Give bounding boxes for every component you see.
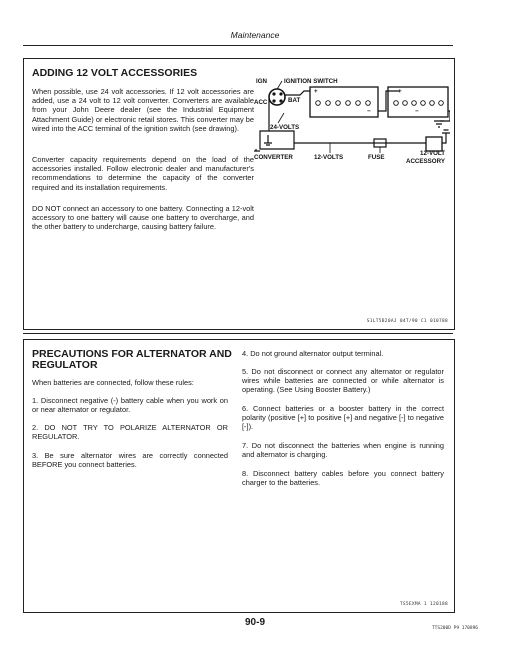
right-paragraph-5: 8. Disconnect battery cables before you connect battery charger to the batteries.: [242, 469, 444, 488]
section-title-line-1: PRECAUTIONS FOR ALTERNATOR AND: [32, 348, 232, 360]
left-paragraph-4: 3. Be sure alternator wires are correctly connected BEFORE you connect batteries.: [32, 451, 228, 470]
page-header: Maintenance: [230, 30, 280, 40]
section-divider: [23, 333, 453, 334]
ground-symbol-2: [264, 135, 272, 145]
fuse-label: FUSE: [368, 154, 385, 161]
converter-box: [260, 131, 294, 149]
figure-reference: S1LT5B20AJ 04T/90 C1 010788: [366, 319, 448, 324]
right-paragraph-2: 5. Do not disconnect or connect any alternator or regulator wires while batteries are connected or while alternator is operating. (See Using Booster Battery.): [242, 367, 444, 395]
section-precautions-alternator-regulator: [23, 339, 455, 613]
bat-wire: [285, 91, 312, 95]
volts24-pointer: [278, 113, 284, 123]
wiring-diagram: [254, 73, 450, 183]
battery-1-minus: −: [367, 108, 371, 115]
left-paragraph-1: When batteries are connected, follow these rules:: [32, 378, 194, 387]
footer-reference: TTS200D P9 170896: [431, 626, 478, 631]
section-title-line-2: REGULATOR: [32, 359, 98, 371]
right-paragraph-1: 4. Do not ground alternator output terminal.: [242, 349, 384, 358]
paragraph-3: DO NOT connect an accessory to one battery. Connecting a 12-volt accessory to one battery will cause one battery to overcharge, and the other battery to undercharge, causing battery failure.: [32, 204, 254, 232]
volt12-top-label: 12-VOLT: [420, 150, 445, 157]
ground-symbol-1: [434, 121, 444, 127]
battery-1-plus: +: [314, 88, 318, 95]
figure-reference: TS5EXMA 1 120188: [399, 602, 448, 607]
acc-label: ACC: [254, 99, 268, 106]
paragraph-1: When possible, use 24 volt accessories. If 12 volt accessories are added, use a 24 volt to 12 volt converter. Converters are available from your John Deere dealer (see the Industrial Equipment Attachment Guide) or electronic retail stores. This converter may be wired into the ACC terminal of the ignition switch (see drawing).: [32, 87, 254, 133]
left-paragraph-3: 2. DO NOT TRY TO POLARIZE ALTERNATOR OR REGULATOR.: [32, 423, 228, 442]
left-paragraph-2: 1. Disconnect negative (-) battery cable when you work on or near alternator or regulator.: [32, 396, 228, 415]
volts24-label: 24-VOLTS: [270, 124, 300, 131]
right-paragraph-3: 6. Connect batteries or a booster battery in the correct polarity (positive [+] to positive [+] and negative [-] to negative [-]).: [242, 404, 444, 432]
battery-2-minus: −: [415, 108, 419, 115]
ignition-switch-label: IGNITION SWITCH: [284, 78, 338, 85]
page-number: 90-9: [244, 617, 265, 628]
ign-label: IGN: [256, 78, 268, 85]
battery-2-plus: +: [398, 88, 402, 95]
accessory-label: ACCESSORY: [406, 158, 445, 165]
converter-ground: [254, 149, 260, 151]
bat-label: BAT: [288, 97, 301, 104]
ignition-switch-symbol: [269, 89, 285, 105]
accessory-symbol: [426, 137, 442, 151]
ground-symbol-3: [442, 130, 450, 143]
right-paragraph-4: 7. Do not disconnect the batteries when engine is running and alternator is charging.: [242, 441, 444, 460]
volts12-label: 12-VOLTS: [314, 154, 344, 161]
header-rule: [23, 45, 453, 46]
paragraph-2: Converter capacity requirements depend on the load of the accessories installed. Follow electronic dealer and manufacturer's recommendations to determine the capacity of the converter required and its installation requirements.: [32, 155, 254, 192]
section-title: ADDING 12 VOLT ACCESSORIES: [32, 67, 198, 79]
converter-label: CONVERTER: [254, 154, 293, 161]
section-adding-12-volt-accessories: [23, 58, 455, 330]
